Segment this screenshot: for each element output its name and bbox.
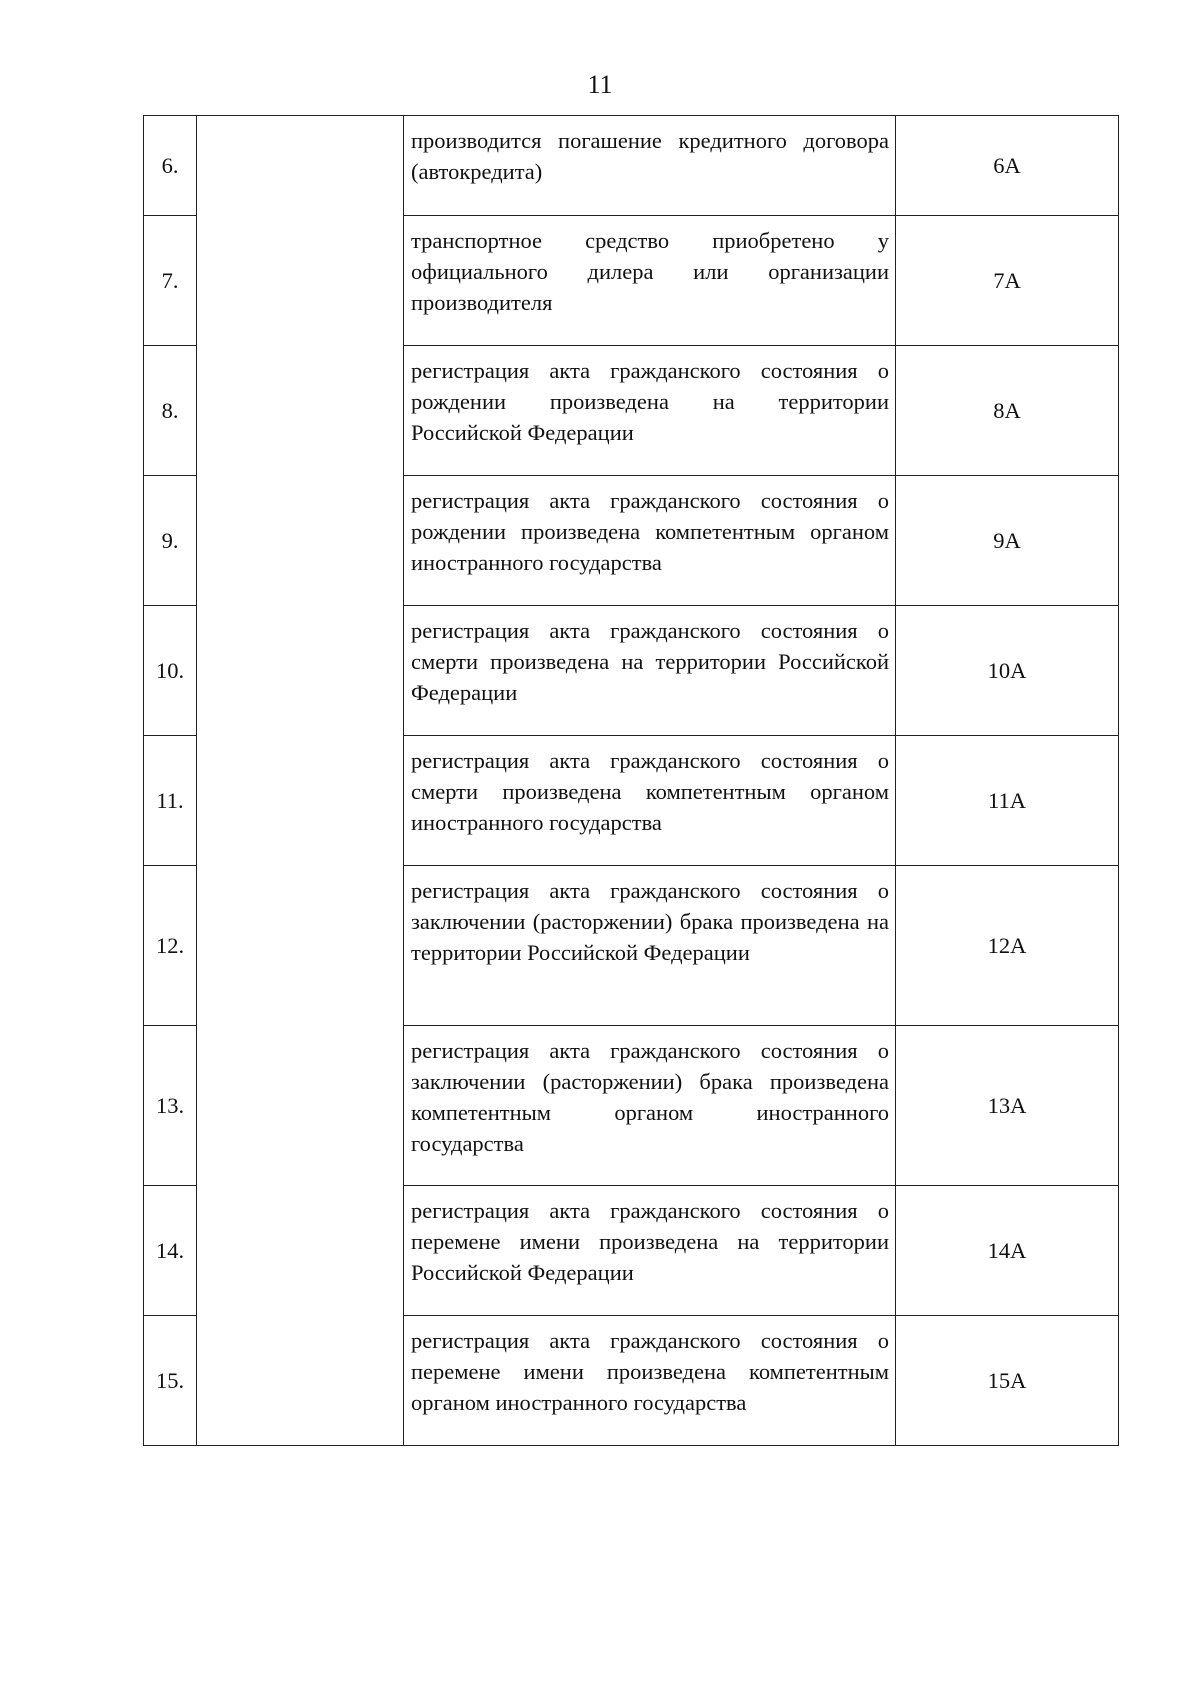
row-description: производится погашение кредитного договора (автокредита) xyxy=(404,116,896,216)
row-description: транспортное средство приобретено у официального дилера или организации производителя xyxy=(404,216,896,346)
row-code: 7А xyxy=(896,216,1119,346)
row-description: регистрация акта гражданского состояния о рождении произведена на территории Российской Федерации xyxy=(404,346,896,476)
merged-empty-cell xyxy=(197,116,404,1446)
row-description: регистрация акта гражданского состояния о смерти произведена на территории Российской Федерации xyxy=(404,606,896,736)
row-number: 10. xyxy=(144,606,197,736)
row-code: 14А xyxy=(896,1186,1119,1316)
row-description: регистрация акта гражданского состояния о перемене имени произведена на территории Российской Федерации xyxy=(404,1186,896,1316)
row-code: 10А xyxy=(896,606,1119,736)
row-number: 13. xyxy=(144,1026,197,1186)
row-description: регистрация акта гражданского состояния о заключении (расторжении) брака произведена компетентным органом иностранного государства xyxy=(404,1026,896,1186)
row-code: 9А xyxy=(896,476,1119,606)
row-number: 7. xyxy=(144,216,197,346)
row-number: 6. xyxy=(144,116,197,216)
row-code: 12А xyxy=(896,866,1119,1026)
row-number: 14. xyxy=(144,1186,197,1316)
row-number: 9. xyxy=(144,476,197,606)
row-code: 8А xyxy=(896,346,1119,476)
row-number: 12. xyxy=(144,866,197,1026)
row-code: 13А xyxy=(896,1026,1119,1186)
row-code: 6А xyxy=(896,116,1119,216)
row-description: регистрация акта гражданского состояния о перемене имени произведена компетентным органом иностранного государства xyxy=(404,1316,896,1446)
row-description: регистрация акта гражданского состояния о рождении произведена компетентным органом иностранного государства xyxy=(404,476,896,606)
codes-table-body xyxy=(144,116,1119,1446)
row-number: 8. xyxy=(144,346,197,476)
table-row xyxy=(144,116,1119,216)
codes-table xyxy=(143,115,1119,1446)
row-description: регистрация акта гражданского состояния о заключении (расторжении) брака произведена на территории Российской Федерации xyxy=(404,866,896,1026)
row-number: 15. xyxy=(144,1316,197,1446)
row-description: регистрация акта гражданского состояния о смерти произведена компетентным органом иностранного государства xyxy=(404,736,896,866)
row-number: 11. xyxy=(144,736,197,866)
row-code: 15А xyxy=(896,1316,1119,1446)
row-code: 11А xyxy=(896,736,1119,866)
page-number: 11 xyxy=(587,70,613,99)
